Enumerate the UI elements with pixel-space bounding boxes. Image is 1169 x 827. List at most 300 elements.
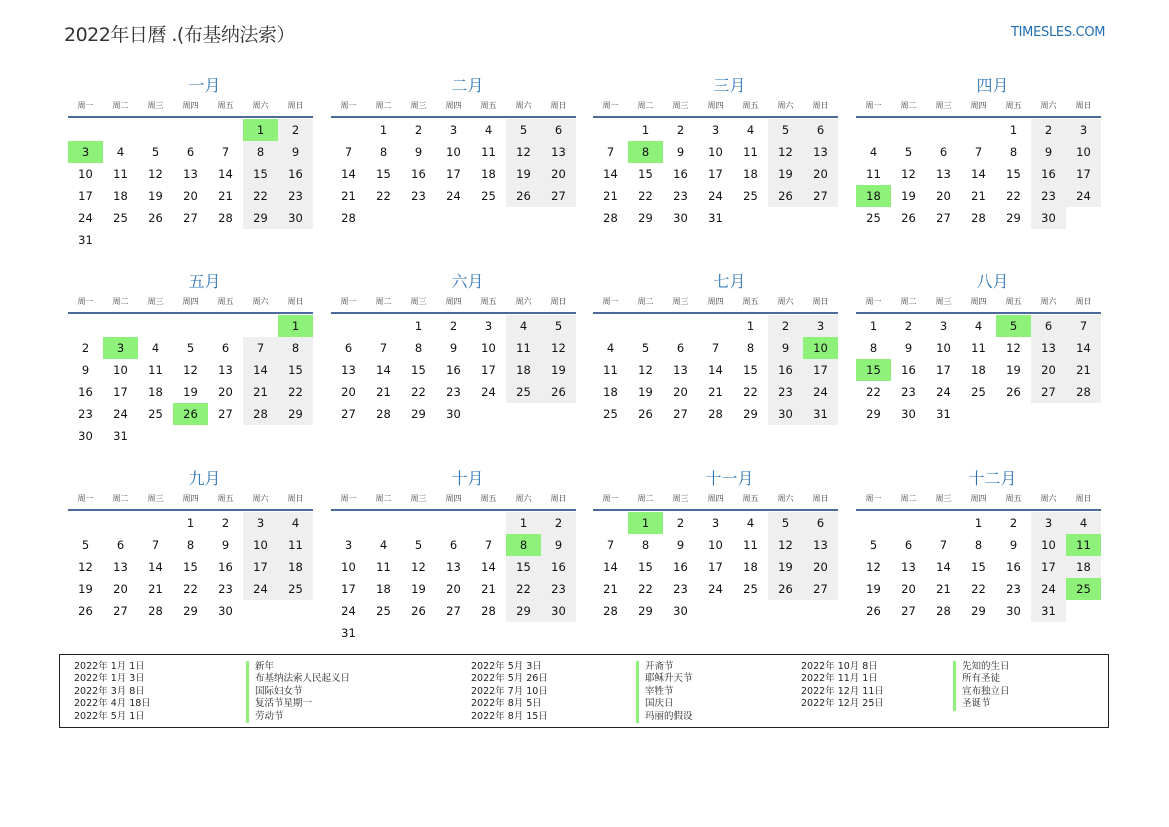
day-cell: 5 [768, 119, 803, 141]
holiday-day: 5 [996, 315, 1031, 337]
calendar-grid [68, 74, 1101, 644]
weekday-label: 周二 [112, 494, 129, 503]
weekday-label: 周二 [900, 297, 917, 306]
weekday-label: 周日 [1075, 297, 1092, 306]
day-cell: 6 [803, 512, 838, 534]
weekday-label: 周四 [970, 101, 987, 110]
day-cell: 6 [449, 538, 458, 552]
weekday-label: 周五 [742, 494, 759, 503]
weekday-label: 周四 [182, 101, 199, 110]
day-cell: 29 [971, 604, 986, 618]
weekday-label: 周一 [340, 297, 357, 306]
day-cell: 4 [278, 512, 313, 534]
day-cell: 12 [1006, 341, 1021, 355]
day-cell: 7 [379, 341, 388, 355]
weekday-label: 周二 [637, 494, 654, 503]
day-cell: 29 [506, 600, 541, 622]
day-cell: 30 [1006, 604, 1021, 618]
day-cell: 17 [936, 363, 951, 377]
day-cell: 5 [186, 341, 195, 355]
weekday-label: 周五 [217, 494, 234, 503]
day-cell: 9 [81, 363, 90, 377]
empty-cell [331, 119, 366, 141]
day-cell: 28 [936, 604, 951, 618]
month-title: 一月 [188, 76, 221, 95]
day-cell: 11 [603, 363, 618, 377]
day-cell: 28 [1066, 381, 1101, 403]
day-cell: 19 [866, 582, 881, 596]
day-cell: 11 [113, 167, 128, 181]
day-cell: 21 [936, 582, 951, 596]
day-cell: 18 [113, 189, 128, 203]
day-cell: 5 [414, 538, 423, 552]
weekday-label: 周一 [865, 297, 882, 306]
day-cell: 1 [506, 512, 541, 534]
weekday-label: 周日 [287, 297, 304, 306]
day-cell: 21 [376, 385, 391, 399]
month-title: 十月 [451, 469, 484, 488]
day-cell: 1 [186, 516, 195, 530]
day-cell: 4 [746, 516, 755, 530]
day-cell: 24 [481, 385, 496, 399]
day-cell: 4 [746, 123, 755, 137]
day-cell: 13 [446, 560, 461, 574]
day-cell: 29 [243, 207, 278, 229]
day-cell: 23 [673, 189, 688, 203]
day-cell: 9 [449, 341, 458, 355]
day-cell: 25 [376, 604, 391, 618]
month-title: 八月 [976, 272, 1009, 291]
day-cell: 19 [148, 189, 163, 203]
day-cell: 20 [341, 385, 356, 399]
day-cell: 21 [341, 189, 356, 203]
day-cell: 6 [541, 119, 576, 141]
day-cell: 25 [278, 578, 313, 600]
empty-cell [208, 315, 243, 337]
weekday-label: 周一 [340, 494, 357, 503]
weekday-header [68, 294, 313, 314]
day-cell: 2 [1009, 516, 1018, 530]
weekday-label: 周六 [515, 494, 532, 503]
day-cell: 16 [541, 556, 576, 578]
day-cell: 21 [708, 385, 723, 399]
weekday-label: 周日 [550, 494, 567, 503]
day-cell: 27 [541, 185, 576, 207]
day-cell: 27 [113, 604, 128, 618]
day-cell: 15 [638, 560, 653, 574]
day-cell: 27 [183, 211, 198, 225]
day-cell: 14 [936, 560, 951, 574]
day-cell: 29 [866, 407, 881, 421]
weekday-label: 周三 [672, 494, 689, 503]
holiday-day: 18 [856, 185, 891, 207]
day-cell: 5 [506, 119, 541, 141]
day-cell: 10 [78, 167, 93, 181]
holiday-name: 国庆日 [636, 698, 693, 710]
holiday-name: 新年 [246, 661, 350, 673]
empty-cell [68, 119, 103, 141]
day-grid [593, 118, 838, 229]
day-cell: 19 [506, 163, 541, 185]
day-cell: 21 [481, 582, 496, 596]
day-cell: 22 [506, 578, 541, 600]
day-cell: 13 [218, 363, 233, 377]
empty-cell [243, 315, 278, 337]
month-title: 五月 [188, 272, 221, 291]
day-cell: 21 [971, 189, 986, 203]
weekday-label: 周六 [515, 297, 532, 306]
day-cell: 5 [151, 145, 160, 159]
day-cell: 22 [1006, 189, 1021, 203]
holiday-names-column [636, 661, 693, 723]
weekday-label: 周一 [77, 101, 94, 110]
day-cell: 5 [904, 145, 913, 159]
holiday-name: 所有圣徒 [953, 673, 1010, 685]
day-cell: 27 [341, 407, 356, 421]
holiday-day: 10 [803, 337, 838, 359]
day-grid [68, 511, 313, 622]
holiday-day: 25 [1066, 578, 1101, 600]
day-cell: 18 [1066, 556, 1101, 578]
day-cell: 6 [939, 145, 948, 159]
day-cell: 30 [1031, 207, 1066, 229]
day-cell: 24 [936, 385, 951, 399]
day-cell: 22 [971, 582, 986, 596]
day-cell: 3 [344, 538, 353, 552]
empty-cell [208, 119, 243, 141]
day-cell: 19 [638, 385, 653, 399]
day-cell: 27 [936, 211, 951, 225]
holiday-day: 8 [628, 141, 663, 163]
day-cell: 14 [603, 560, 618, 574]
day-grid [856, 511, 1101, 622]
day-cell: 24 [803, 381, 838, 403]
day-cell: 27 [218, 407, 233, 421]
holiday-date: 2022年 7月 10日 [471, 685, 548, 697]
day-cell: 25 [481, 189, 496, 203]
day-cell: 31 [708, 211, 723, 225]
month-9 [68, 467, 313, 622]
weekday-label: 周六 [777, 297, 794, 306]
weekday-label: 周三 [935, 494, 952, 503]
holiday-date: 2022年 12月 11日 [801, 685, 884, 697]
day-cell: 6 [676, 341, 685, 355]
day-cell: 14 [1066, 337, 1101, 359]
day-cell: 12 [506, 141, 541, 163]
day-grid [856, 314, 1101, 425]
empty-cell [103, 119, 138, 141]
weekday-label: 周一 [77, 494, 94, 503]
day-cell: 8 [278, 337, 313, 359]
weekday-header [331, 491, 576, 511]
day-grid [68, 118, 313, 251]
day-cell: 20 [673, 385, 688, 399]
day-cell: 20 [446, 582, 461, 596]
day-cell: 8 [746, 341, 755, 355]
day-cell: 14 [218, 167, 233, 181]
day-cell: 12 [638, 363, 653, 377]
weekday-label: 周一 [865, 494, 882, 503]
day-cell: 31 [113, 429, 128, 443]
weekday-label: 周二 [637, 101, 654, 110]
day-cell: 21 [603, 189, 618, 203]
holiday-dates-column [74, 661, 151, 723]
day-cell: 2 [414, 123, 423, 137]
day-cell: 11 [481, 145, 496, 159]
day-cell: 6 [1031, 315, 1066, 337]
weekday-label: 周五 [1005, 101, 1022, 110]
day-cell: 15 [411, 363, 426, 377]
day-cell: 18 [376, 582, 391, 596]
day-cell: 29 [183, 604, 198, 618]
day-cell: 26 [541, 381, 576, 403]
weekday-label: 周五 [217, 101, 234, 110]
weekday-label: 周二 [112, 297, 129, 306]
day-cell: 11 [971, 341, 986, 355]
day-cell: 22 [376, 189, 391, 203]
day-cell: 29 [638, 604, 653, 618]
month-3 [593, 74, 838, 229]
day-cell: 5 [81, 538, 90, 552]
site-link[interactable]: TIMESLES.COM [1011, 25, 1106, 40]
weekday-label: 周二 [900, 101, 917, 110]
weekday-label: 周四 [182, 297, 199, 306]
holiday-name: 宣布独立日 [953, 686, 1010, 698]
day-cell: 27 [803, 578, 838, 600]
empty-cell [628, 315, 663, 337]
empty-cell [173, 315, 208, 337]
holiday-date: 2022年 5月 1日 [74, 710, 145, 722]
day-cell: 2 [221, 516, 230, 530]
weekday-header [856, 491, 1101, 511]
day-cell: 27 [803, 185, 838, 207]
day-cell: 12 [411, 560, 426, 574]
weekday-label: 周日 [812, 494, 829, 503]
weekday-header [331, 294, 576, 314]
day-cell: 16 [446, 363, 461, 377]
day-cell: 3 [1031, 512, 1066, 534]
day-cell: 3 [711, 123, 720, 137]
weekday-label: 周日 [1075, 494, 1092, 503]
day-cell: 3 [243, 512, 278, 534]
day-cell: 21 [218, 189, 233, 203]
weekday-label: 周六 [777, 494, 794, 503]
day-cell: 1 [746, 319, 755, 333]
holiday-date: 2022年 5月 3日 [471, 661, 542, 672]
day-cell: 4 [1066, 512, 1101, 534]
weekday-label: 周四 [445, 297, 462, 306]
month-10 [331, 467, 576, 644]
day-cell: 26 [148, 211, 163, 225]
day-cell: 11 [148, 363, 163, 377]
day-grid [68, 314, 313, 447]
holiday-date: 2022年 8月 15日 [471, 710, 548, 722]
weekday-label: 周六 [1040, 494, 1057, 503]
day-cell: 6 [803, 119, 838, 141]
day-cell: 16 [1006, 560, 1021, 574]
month-6 [331, 270, 576, 425]
weekday-label: 周日 [550, 101, 567, 110]
day-cell: 22 [743, 385, 758, 399]
day-cell: 10 [481, 341, 496, 355]
day-cell: 9 [768, 337, 803, 359]
day-cell: 9 [1009, 538, 1018, 552]
holiday-date: 2022年 11月 1日 [801, 673, 878, 685]
day-grid [593, 511, 838, 622]
weekday-header [856, 98, 1101, 118]
month-7 [593, 270, 838, 425]
holiday-day: 1 [278, 315, 313, 337]
day-cell: 26 [638, 407, 653, 421]
day-cell: 10 [1066, 141, 1101, 163]
weekday-label: 周六 [252, 494, 269, 503]
day-cell: 17 [708, 560, 723, 574]
day-cell: 11 [866, 167, 881, 181]
day-cell: 25 [603, 407, 618, 421]
weekday-label: 周五 [742, 101, 759, 110]
day-cell: 16 [1031, 163, 1066, 185]
day-cell: 12 [768, 534, 803, 556]
day-cell: 4 [974, 319, 983, 333]
weekday-label: 周四 [707, 101, 724, 110]
day-cell: 19 [541, 359, 576, 381]
page-title: 2022年日曆 .(布基纳法索） [64, 24, 295, 46]
day-cell: 23 [1031, 185, 1066, 207]
weekday-label: 周五 [480, 101, 497, 110]
holiday-name: 圣诞节 [953, 698, 1010, 710]
day-cell: 29 [638, 211, 653, 225]
empty-cell [366, 512, 401, 534]
day-cell: 25 [148, 407, 163, 421]
day-cell: 7 [939, 538, 948, 552]
day-cell: 4 [379, 538, 388, 552]
weekday-label: 周三 [147, 101, 164, 110]
empty-cell [68, 315, 103, 337]
day-cell: 29 [278, 403, 313, 425]
day-cell: 30 [78, 429, 93, 443]
day-cell: 2 [81, 341, 90, 355]
day-cell: 6 [221, 341, 230, 355]
day-cell: 28 [148, 604, 163, 618]
day-cell: 20 [803, 163, 838, 185]
day-cell: 25 [506, 381, 541, 403]
day-cell: 26 [506, 185, 541, 207]
holiday-date: 2022年 12月 25日 [801, 698, 884, 710]
day-cell: 24 [78, 211, 93, 225]
day-cell: 20 [803, 556, 838, 578]
day-cell: 18 [148, 385, 163, 399]
day-cell: 17 [113, 385, 128, 399]
day-cell: 22 [278, 381, 313, 403]
weekday-label: 周六 [252, 101, 269, 110]
day-cell: 25 [113, 211, 128, 225]
holiday-name: 玛丽的假设 [636, 711, 693, 723]
day-cell: 30 [768, 403, 803, 425]
day-cell: 10 [708, 538, 723, 552]
day-cell: 16 [901, 363, 916, 377]
day-cell: 11 [376, 560, 391, 574]
empty-cell [68, 512, 103, 534]
day-cell: 14 [708, 363, 723, 377]
month-title: 四月 [976, 76, 1009, 95]
weekday-label: 周二 [900, 494, 917, 503]
day-cell: 24 [243, 578, 278, 600]
day-cell: 30 [218, 604, 233, 618]
day-cell: 10 [708, 145, 723, 159]
day-cell: 7 [151, 538, 160, 552]
day-cell: 22 [411, 385, 426, 399]
day-cell: 7 [711, 341, 720, 355]
day-cell: 2 [449, 319, 458, 333]
day-cell: 23 [901, 385, 916, 399]
day-cell: 28 [243, 403, 278, 425]
holiday-name: 劳动节 [246, 711, 350, 723]
empty-cell [926, 512, 961, 534]
day-cell: 1 [414, 319, 423, 333]
empty-cell [471, 512, 506, 534]
day-grid [331, 511, 576, 644]
weekday-label: 周二 [637, 297, 654, 306]
empty-cell [926, 119, 961, 141]
day-cell: 15 [278, 359, 313, 381]
day-cell: 9 [904, 341, 913, 355]
day-cell: 10 [341, 560, 356, 574]
day-cell: 8 [974, 538, 983, 552]
weekday-label: 周六 [1040, 101, 1057, 110]
weekday-header [68, 491, 313, 511]
day-cell: 12 [768, 141, 803, 163]
weekday-label: 周五 [1005, 494, 1022, 503]
weekday-label: 周五 [480, 494, 497, 503]
day-cell: 7 [484, 538, 493, 552]
holiday-date: 2022年 4月 18日 [74, 698, 151, 710]
day-cell: 9 [1031, 141, 1066, 163]
day-cell: 14 [481, 560, 496, 574]
day-cell: 15 [743, 363, 758, 377]
weekday-label: 周六 [777, 101, 794, 110]
day-cell: 31 [803, 403, 838, 425]
day-cell: 2 [278, 119, 313, 141]
day-cell: 31 [341, 626, 356, 640]
holiday-dates-column [471, 661, 548, 723]
holiday-name: 复活节星期一 [246, 698, 350, 710]
day-cell: 1 [379, 123, 388, 137]
day-cell: 17 [708, 167, 723, 181]
day-cell: 30 [541, 600, 576, 622]
day-cell: 16 [278, 163, 313, 185]
day-cell: 16 [673, 167, 688, 181]
day-cell: 18 [278, 556, 313, 578]
day-cell: 7 [344, 145, 353, 159]
empty-cell [891, 512, 926, 534]
day-cell: 17 [78, 189, 93, 203]
weekday-label: 周三 [935, 101, 952, 110]
weekday-label: 周四 [445, 494, 462, 503]
day-cell: 6 [116, 538, 125, 552]
day-cell: 3 [449, 123, 458, 137]
day-cell: 30 [901, 407, 916, 421]
month-title: 三月 [713, 76, 746, 95]
day-cell: 2 [676, 123, 685, 137]
day-cell: 22 [243, 185, 278, 207]
day-cell: 12 [183, 363, 198, 377]
day-cell: 17 [446, 167, 461, 181]
day-cell: 6 [186, 145, 195, 159]
day-cell: 3 [1066, 119, 1101, 141]
day-cell: 17 [243, 556, 278, 578]
month-12 [856, 467, 1101, 622]
day-cell: 17 [481, 363, 496, 377]
